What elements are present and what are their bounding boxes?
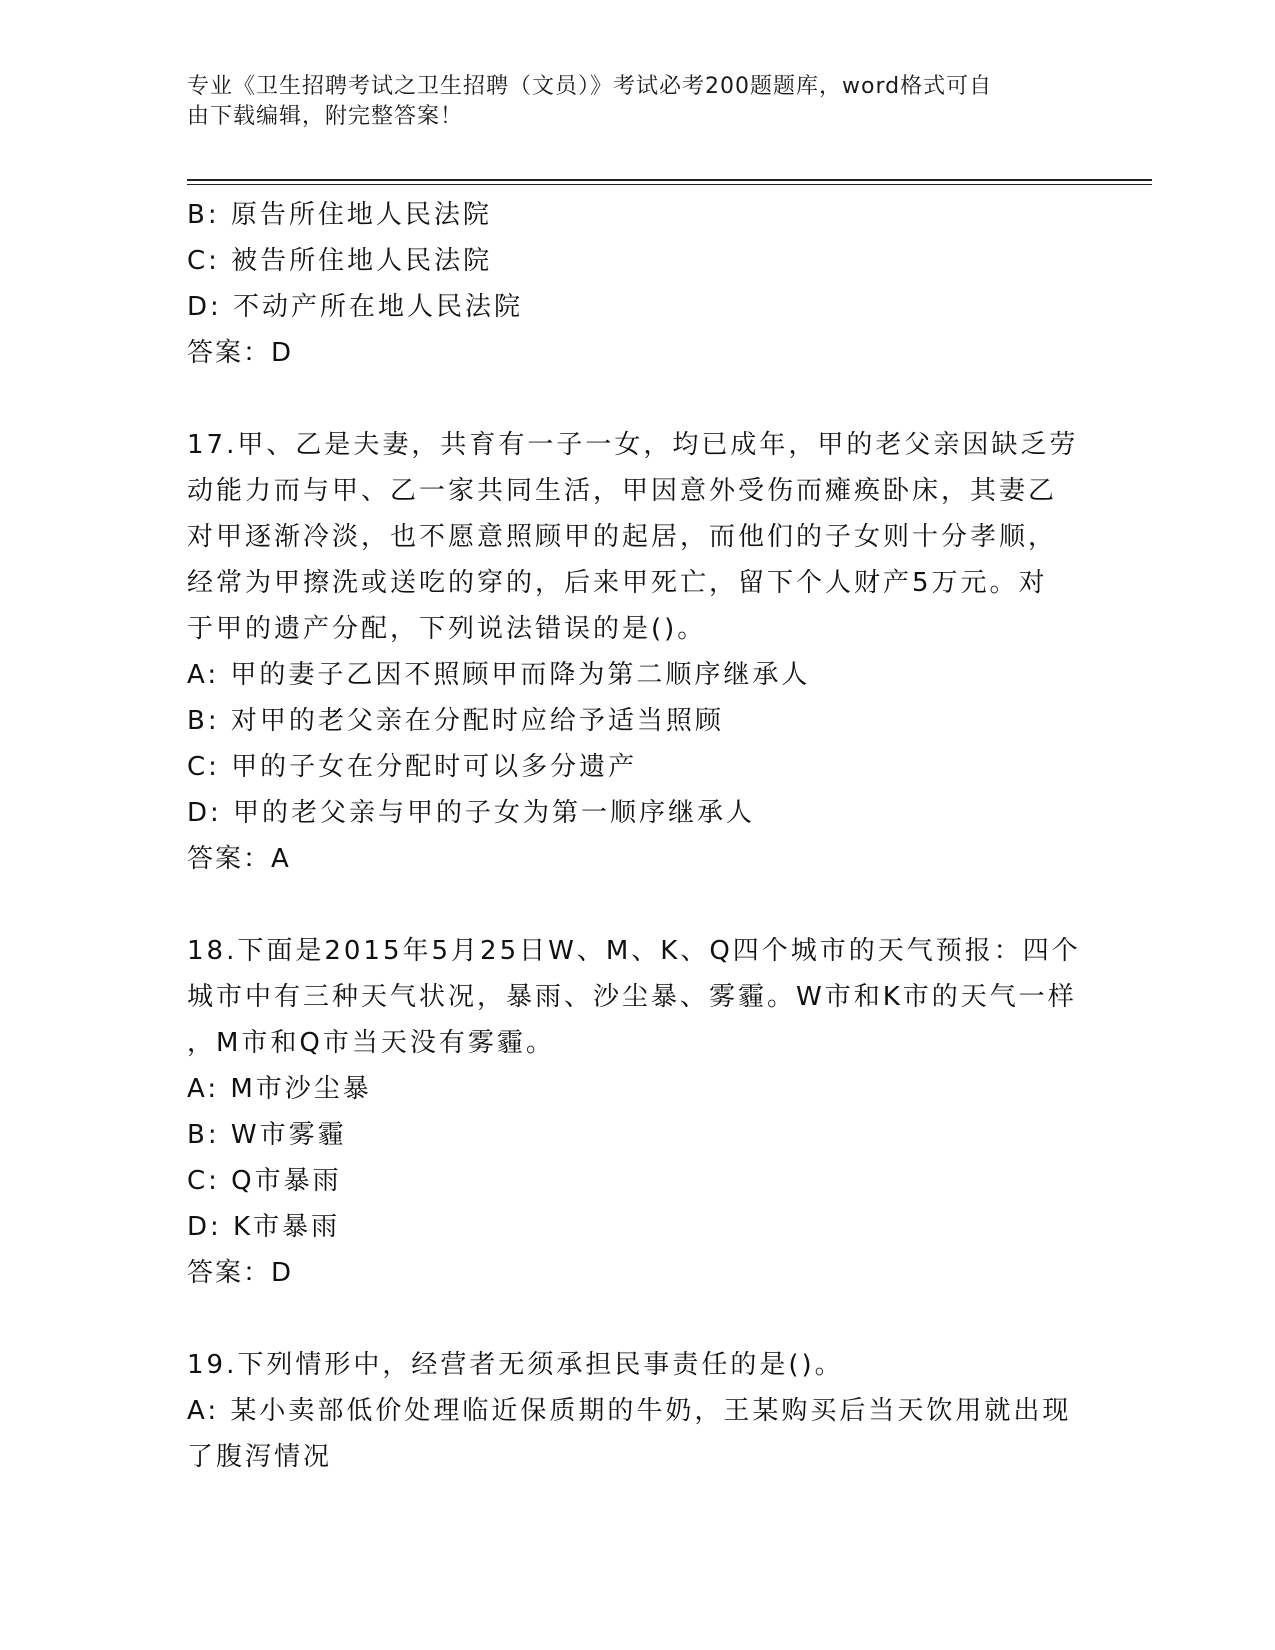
question-stem-line: 18.下面是2015年5月25日W、M、K、Q四个城市的天气预报：四个 bbox=[187, 936, 1081, 966]
option-a: A: 甲的妻子乙因不照顾甲而降为第二顺序继承人 bbox=[187, 660, 811, 690]
option-b: B: 对甲的老父亲在分配时应给予适当照顾 bbox=[187, 706, 724, 736]
option-a-continued: 了腹泻情况 bbox=[187, 1442, 333, 1472]
question-19 bbox=[187, 1342, 1087, 1480]
answer-line: 答案：A bbox=[187, 844, 291, 874]
answer-line: 答案：D bbox=[187, 338, 294, 368]
question-stem-line: 对甲逐渐冷淡，也不愿意照顾甲的起居，而他们的子女则十分孝顺， bbox=[187, 522, 1058, 552]
header-rule-thin bbox=[187, 184, 1152, 185]
question-stem-line: 动能力而与甲、乙一家共同生活，甲因意外受伤而瘫痪卧床，其妻乙 bbox=[187, 476, 1058, 506]
option-c: C: 甲的子女在分配时可以多分遗产 bbox=[187, 752, 638, 782]
question-stem-line: 城市中有三种天气状况，暴雨、沙尘暴、雾霾。W市和K市的天气一样 bbox=[187, 982, 1077, 1012]
option-a: A: M市沙尘暴 bbox=[187, 1074, 372, 1104]
header-line-2: 由下载编辑，附完整答案！ bbox=[187, 104, 464, 129]
option-c: C: Q市暴雨 bbox=[187, 1166, 342, 1196]
question-stem-line: ，M市和Q市当天没有雾霾。 bbox=[187, 1028, 555, 1058]
spacer bbox=[187, 882, 1087, 928]
header-line-1: 专业《卫生招聘考试之卫生招聘（文员）》考试必考200题题库，word格式可自 bbox=[187, 74, 993, 99]
question-stem-line: 于甲的遗产分配，下列说法错误的是()。 bbox=[187, 614, 707, 644]
spacer bbox=[187, 1296, 1087, 1342]
question-stem-line: 经常为甲擦洗或送吃的穿的，后来甲死亡，留下个人财产5万元。对 bbox=[187, 568, 1048, 598]
option-d: D: 甲的老父亲与甲的子女为第一顺序继承人 bbox=[187, 798, 756, 828]
question-18 bbox=[187, 928, 1087, 1296]
question-stem-line: 19.下列情形中，经营者无须承担民事责任的是()。 bbox=[187, 1350, 844, 1380]
document-body bbox=[187, 192, 1087, 1480]
option-a: A: 某小卖部低价处理临近保质期的牛奶，王某购买后当天饮用就出现 bbox=[187, 1396, 1072, 1426]
document-header bbox=[187, 72, 1067, 132]
answer-line: 答案：D bbox=[187, 1258, 294, 1288]
question-prev bbox=[187, 192, 1087, 376]
spacer bbox=[187, 376, 1087, 422]
option-b: B: 原告所住地人民法院 bbox=[187, 200, 492, 230]
option-b: B: W市雾霾 bbox=[187, 1120, 347, 1150]
header-rule-thick bbox=[187, 179, 1152, 181]
option-d: D: 不动产所在地人民法院 bbox=[187, 292, 524, 322]
question-17 bbox=[187, 422, 1087, 882]
option-d: D: K市暴雨 bbox=[187, 1212, 341, 1242]
option-c: C: 被告所住地人民法院 bbox=[187, 246, 493, 276]
question-stem-line: 17.甲、乙是夫妻，共育有一子一女，均已成年，甲的老父亲因缺乏劳 bbox=[187, 430, 1079, 460]
